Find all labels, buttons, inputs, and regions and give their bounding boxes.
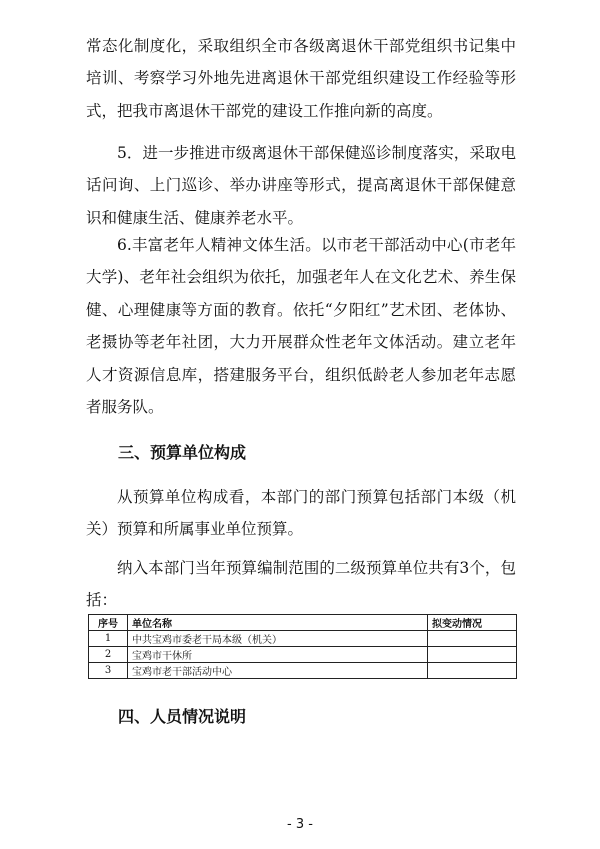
heading-budget-units: 三、预算单位构成 xyxy=(118,443,247,462)
paragraph-budget-composition: 从预算单位构成看，本部门的部门预算包括部门本级（机关）预算和所属事业单位预算。 xyxy=(86,488,516,539)
table-header-row xyxy=(89,615,517,631)
cell-change xyxy=(428,647,517,663)
cell-change xyxy=(428,663,517,679)
paragraph-budget-units-count: 纳入本部门当年预算编制范围的二级预算单位共有3个，包括： xyxy=(86,559,516,610)
paragraph-5: 5．进一步推进市级离退休干部保健巡诊制度落实，采取电话问询、上门巡诊、举办讲座等形式，提高离退休干部保健意识和健康生活、健康养老水平。 xyxy=(86,144,516,227)
table-row xyxy=(89,647,517,663)
cell-change xyxy=(428,631,517,647)
cell-unit-name: 宝鸡市老干部活动中心 xyxy=(128,663,428,679)
cell-no: 1 xyxy=(89,631,128,647)
cell-no: 2 xyxy=(89,647,128,663)
header-no: 序号 xyxy=(89,615,128,631)
paragraph-6: 6.丰富老年人精神文体生活。以市老干部活动中心(市老年大学)、老年社会组织为依托，加强老年人在文化艺术、养生保健、心理健康等方面的教育。依托“夕阳红”艺术团、老体协、老摄协等老年社团，大力开展群众性老年文体活动。建立老年人才资源信息库，搭建服务平台，组织低龄老人参加老年志愿者服务队。 xyxy=(86,236,516,417)
heading-staff-info: 四、人员情况说明 xyxy=(118,707,247,726)
table-row xyxy=(89,631,517,647)
header-unit-name: 单位名称 xyxy=(128,615,428,631)
table-row xyxy=(89,663,517,679)
header-change: 拟变动情况 xyxy=(428,615,517,631)
cell-unit-name: 宝鸡市干休所 xyxy=(128,647,428,663)
cell-unit-name: 中共宝鸡市委老干局本级（机关） xyxy=(128,631,428,647)
paragraph-1: 常态化制度化，采取组织全市各级离退休干部党组织书记集中培训、考察学习外地先进离退休干部党组织建设工作经验等形式，把我市离退休干部党的建设工作推向新的高度。 xyxy=(86,37,516,120)
budget-units-table xyxy=(88,614,517,679)
cell-no: 3 xyxy=(89,663,128,679)
page-number: - 3 - xyxy=(287,817,313,832)
